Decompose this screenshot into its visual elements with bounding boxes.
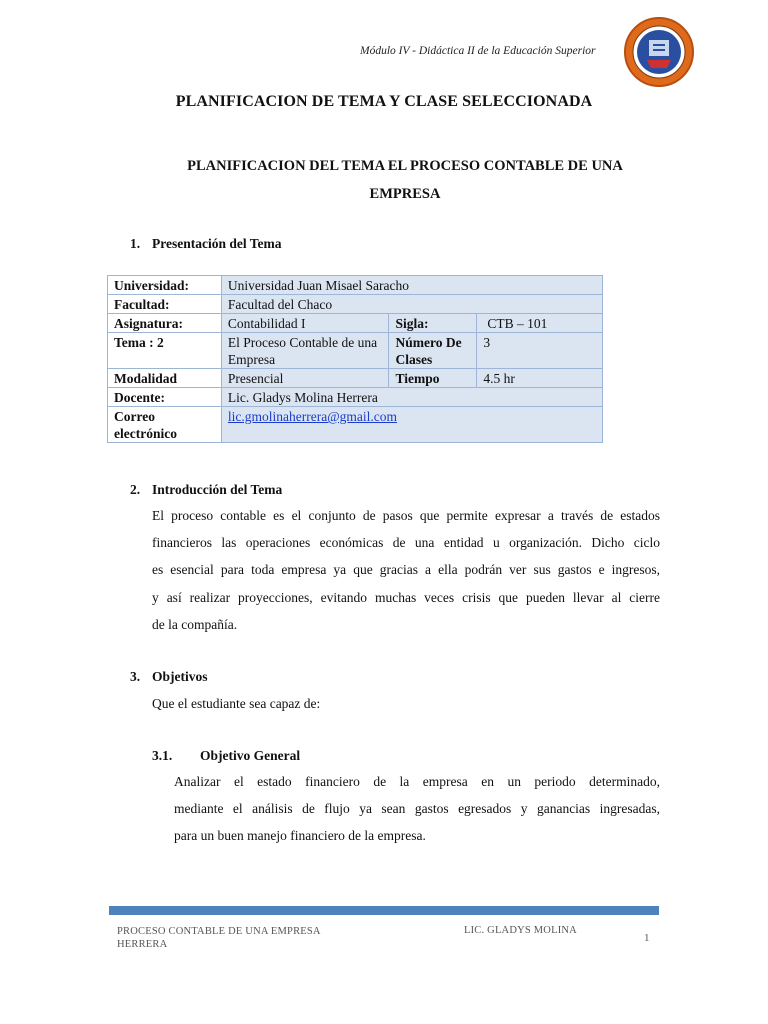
- sigla-value: CTB – 101: [477, 314, 603, 333]
- section-2-number: 2.: [130, 482, 141, 497]
- page-number: 1: [644, 932, 650, 944]
- tiempo-value: 4.5 hr: [477, 369, 603, 388]
- section-1-number: 1.: [130, 236, 141, 251]
- university-seal-logo: [623, 16, 695, 88]
- footer-divider-bar: [109, 906, 659, 915]
- intro-line: es esencial para toda empresa ya que gracias a ella podrán ver sus gastos e ingresos,: [152, 562, 660, 578]
- asignatura-value: Contabilidad I: [221, 314, 389, 333]
- tema-value: El Proceso Contable de una Empresa: [221, 333, 389, 369]
- section-1-heading: [130, 236, 282, 252]
- section-3-1-title: Objetivo General: [200, 748, 301, 763]
- section-1-title: Presentación del Tema: [152, 236, 282, 251]
- section-3-title: Objetivos: [152, 669, 208, 684]
- objective-line: mediante el análisis de flujo ya sean gastos egresados y ganancias ingresadas,: [174, 801, 660, 817]
- table-row: [108, 333, 603, 369]
- section-3-1-number: 3.1.: [152, 748, 173, 763]
- universidad-value: Universidad Juan Misael Saracho: [221, 276, 602, 295]
- page-subtitle: [150, 152, 660, 208]
- subtitle-line-2: EMPRESA: [369, 186, 441, 202]
- footer-left-text: PROCESO CONTABLE DE UNA EMPRESA HERRERA: [117, 926, 321, 950]
- tiempo-label: Tiempo: [389, 369, 477, 388]
- section-3-number: 3.: [130, 669, 141, 684]
- table-row: [108, 407, 603, 443]
- modalidad-label: Modalidad: [108, 369, 222, 388]
- table-row: [108, 276, 603, 295]
- info-table: [107, 275, 603, 443]
- intro-line: El proceso contable es el conjunto de pasos que permite expresar a través de estados: [152, 508, 660, 523]
- subtitle-line-1: PLANIFICACION DEL TEMA EL PROCESO CONTABLE DE UNA: [187, 158, 623, 174]
- footer-author-text: LIC. GLADYS MOLINA: [464, 925, 577, 936]
- email-link[interactable]: lic.gmolinaherrera@gmail.com: [227, 409, 397, 424]
- page-title: PLANIFICACION DE TEMA Y CLASE SELECCIONADA: [175, 93, 593, 110]
- modalidad-value: Presencial: [221, 369, 389, 388]
- numero-clases-value: 3: [477, 333, 603, 369]
- table-row: [108, 388, 603, 407]
- intro-paragraph: [152, 502, 660, 638]
- objective-line: Analizar el estado financiero de la empresa en un periodo determinado,: [174, 774, 660, 789]
- numero-clases-label: Número De Clases: [389, 333, 477, 369]
- header-module-text: Módulo IV - Didáctica II de la Educación Superior: [360, 45, 596, 57]
- asignatura-label: Asignatura:: [108, 314, 222, 333]
- table-row: [108, 314, 603, 333]
- docente-value: Lic. Gladys Molina Herrera: [221, 388, 602, 407]
- facultad-label: Facultad:: [108, 295, 222, 314]
- sigla-label: Sigla:: [389, 314, 477, 333]
- objective-line: para un buen manejo financiero de la empresa.: [174, 828, 426, 844]
- intro-line: financieros las operaciones económicas de una entidad u organización. Dicho ciclo: [152, 535, 660, 551]
- correo-label: Correo electrónico: [108, 407, 222, 443]
- intro-line: de la compañía.: [152, 616, 238, 632]
- section-3-heading: [130, 669, 208, 685]
- intro-line: y así realizar proyecciones, evitando muchas veces crisis que pueden llevar al cierre: [152, 589, 660, 605]
- table-row: [108, 295, 603, 314]
- docente-label: Docente:: [108, 388, 222, 407]
- section-2-title: Introducción del Tema: [152, 482, 283, 497]
- section-2-heading: [130, 482, 282, 498]
- section-3-1-heading: [152, 748, 300, 764]
- objectives-intro: Que el estudiante sea capaz de:: [152, 696, 321, 711]
- correo-cell: [221, 407, 602, 443]
- general-objective-paragraph: [174, 768, 660, 850]
- facultad-value: Facultad del Chaco: [221, 295, 602, 314]
- universidad-label: Universidad:: [108, 276, 222, 295]
- tema-label: Tema : 2: [108, 333, 222, 369]
- table-row: [108, 369, 603, 388]
